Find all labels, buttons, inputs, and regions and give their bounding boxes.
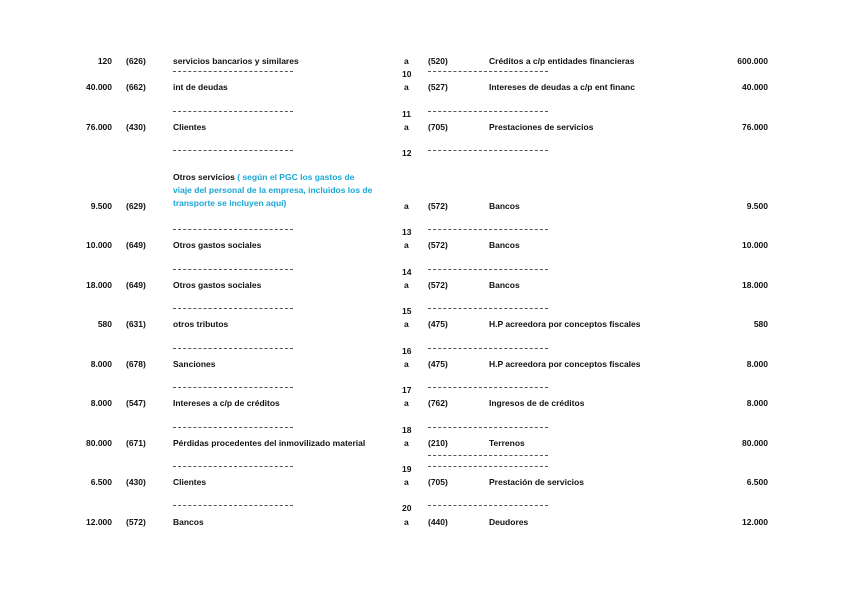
credit-amount: 10.000 <box>742 240 768 250</box>
credit-name: Deudores <box>489 517 529 527</box>
debit-amount: 120 <box>97 56 112 66</box>
separator-line <box>428 427 548 428</box>
debit-amount: 580 <box>97 319 112 329</box>
debit-account: (649) <box>126 280 146 290</box>
entry-number: 13 <box>402 227 412 237</box>
debit-name: Otros servicios <box>173 172 238 182</box>
a-connector: a <box>404 319 409 329</box>
separator-line <box>428 111 548 112</box>
separator-line <box>173 269 293 270</box>
credit-amount: 6.500 <box>746 477 768 487</box>
separator-line <box>173 505 293 506</box>
credit-account: (705) <box>428 122 448 132</box>
debit-account: (662) <box>126 82 146 92</box>
credit-account: (572) <box>428 280 448 290</box>
debit-description <box>173 171 373 210</box>
debit-account: (572) <box>126 517 146 527</box>
separator-line <box>428 308 548 309</box>
debit-name: Intereses a c/p de créditos <box>173 398 280 408</box>
credit-name: Ingresos de de créditos <box>489 398 585 408</box>
debit-amount: 40.000 <box>86 82 112 92</box>
entry-number: 11 <box>402 109 411 119</box>
credit-amount: 80.000 <box>742 438 768 448</box>
separator-line <box>173 348 293 349</box>
debit-name: Sanciones <box>173 359 216 369</box>
separator-line <box>428 348 548 349</box>
debit-name: otros tributos <box>173 319 229 329</box>
debit-account: (547) <box>126 398 146 408</box>
credit-account: (475) <box>428 319 448 329</box>
entry-number: 16 <box>402 346 412 356</box>
credit-account: (572) <box>428 201 448 211</box>
separator-line <box>428 71 548 72</box>
credit-amount: 40.000 <box>742 82 768 92</box>
a-connector: a <box>404 477 409 487</box>
separator-line <box>173 229 293 230</box>
separator-line <box>428 387 548 388</box>
debit-name: Clientes <box>173 477 207 487</box>
debit-account: (678) <box>126 359 146 369</box>
a-connector: a <box>404 201 409 211</box>
credit-name: H.P acreedora por conceptos fiscales <box>489 359 641 369</box>
a-connector: a <box>404 240 409 250</box>
separator-line <box>173 466 293 467</box>
debit-name: Otros gastos sociales <box>173 280 262 290</box>
debit-amount: 8.000 <box>90 359 112 369</box>
debit-name: Bancos <box>173 517 204 527</box>
entry-number: 12 <box>402 148 412 158</box>
debit-amount: 76.000 <box>86 122 112 132</box>
separator-line <box>173 427 293 428</box>
entry-number: 20 <box>402 503 412 513</box>
a-connector: a <box>404 517 409 527</box>
credit-name: H.P acreedora por conceptos fiscales <box>489 319 641 329</box>
separator-line <box>428 505 548 506</box>
credit-amount: 8.000 <box>746 398 768 408</box>
credit-amount: 18.000 <box>742 280 768 290</box>
debit-note: ( según el PGC los gastos de viaje del personal de la empresa, incluidos los de transporte se incluyen aquí) <box>173 172 373 208</box>
separator-line <box>173 150 293 151</box>
debit-amount: 8.000 <box>90 398 112 408</box>
credit-account: (705) <box>428 477 448 487</box>
debit-name: Otros gastos sociales <box>173 240 262 250</box>
entry-number: 14 <box>402 267 412 277</box>
debit-account: (671) <box>126 438 146 448</box>
a-connector: a <box>404 398 409 408</box>
credit-account: (440) <box>428 517 448 527</box>
entry-number: 18 <box>402 425 412 435</box>
credit-name: Bancos <box>489 240 520 250</box>
a-connector: a <box>404 438 409 448</box>
separator-line <box>173 71 293 72</box>
debit-amount: 9.500 <box>90 201 112 211</box>
credit-name: Intereses de deudas a c/p ent financ <box>489 82 635 92</box>
credit-name: Prestaciones de servicios <box>489 122 594 132</box>
separator-line <box>173 308 293 309</box>
separator-line <box>428 455 548 456</box>
debit-amount: 6.500 <box>90 477 112 487</box>
a-connector: a <box>404 82 409 92</box>
credit-amount: 12.000 <box>742 517 768 527</box>
debit-amount: 80.000 <box>86 438 112 448</box>
debit-account: (631) <box>126 319 146 329</box>
separator-line <box>428 150 548 151</box>
credit-account: (210) <box>428 438 448 448</box>
debit-account: (649) <box>126 240 146 250</box>
entry-number: 10 <box>402 69 412 79</box>
credit-account: (762) <box>428 398 448 408</box>
entry-number: 19 <box>402 464 412 474</box>
debit-amount: 18.000 <box>86 280 112 290</box>
a-connector: a <box>404 56 409 66</box>
a-connector: a <box>404 280 409 290</box>
credit-amount: 8.000 <box>746 359 768 369</box>
separator-line <box>428 229 548 230</box>
credit-name: Créditos a c/p entidades financieras <box>489 56 635 66</box>
separator-line <box>173 111 293 112</box>
credit-account: (475) <box>428 359 448 369</box>
debit-account: (430) <box>126 477 146 487</box>
separator-line <box>173 387 293 388</box>
separator-line <box>428 269 548 270</box>
credit-amount: 9.500 <box>746 201 768 211</box>
credit-amount: 580 <box>753 319 768 329</box>
credit-amount: 600.000 <box>737 56 768 66</box>
debit-name: int de deudas <box>173 82 228 92</box>
separator-line <box>428 466 548 467</box>
credit-name: Prestación de servicios <box>489 477 584 487</box>
debit-amount: 12.000 <box>86 517 112 527</box>
debit-account: (626) <box>126 56 146 66</box>
debit-name: servicios bancarios y similares <box>173 56 299 66</box>
credit-account: (520) <box>428 56 448 66</box>
credit-name: Bancos <box>489 201 520 211</box>
debit-amount: 10.000 <box>86 240 112 250</box>
a-connector: a <box>404 122 409 132</box>
entry-number: 17 <box>402 385 412 395</box>
credit-account: (527) <box>428 82 448 92</box>
debit-account: (629) <box>126 201 146 211</box>
debit-account: (430) <box>126 122 146 132</box>
a-connector: a <box>404 359 409 369</box>
credit-name: Bancos <box>489 280 520 290</box>
debit-name: Clientes <box>173 122 207 132</box>
entry-number: 15 <box>402 306 412 316</box>
credit-amount: 76.000 <box>742 122 768 132</box>
credit-name: Terrenos <box>489 438 525 448</box>
debit-name: Pérdidas procedentes del inmovilizado material <box>173 438 366 448</box>
credit-account: (572) <box>428 240 448 250</box>
